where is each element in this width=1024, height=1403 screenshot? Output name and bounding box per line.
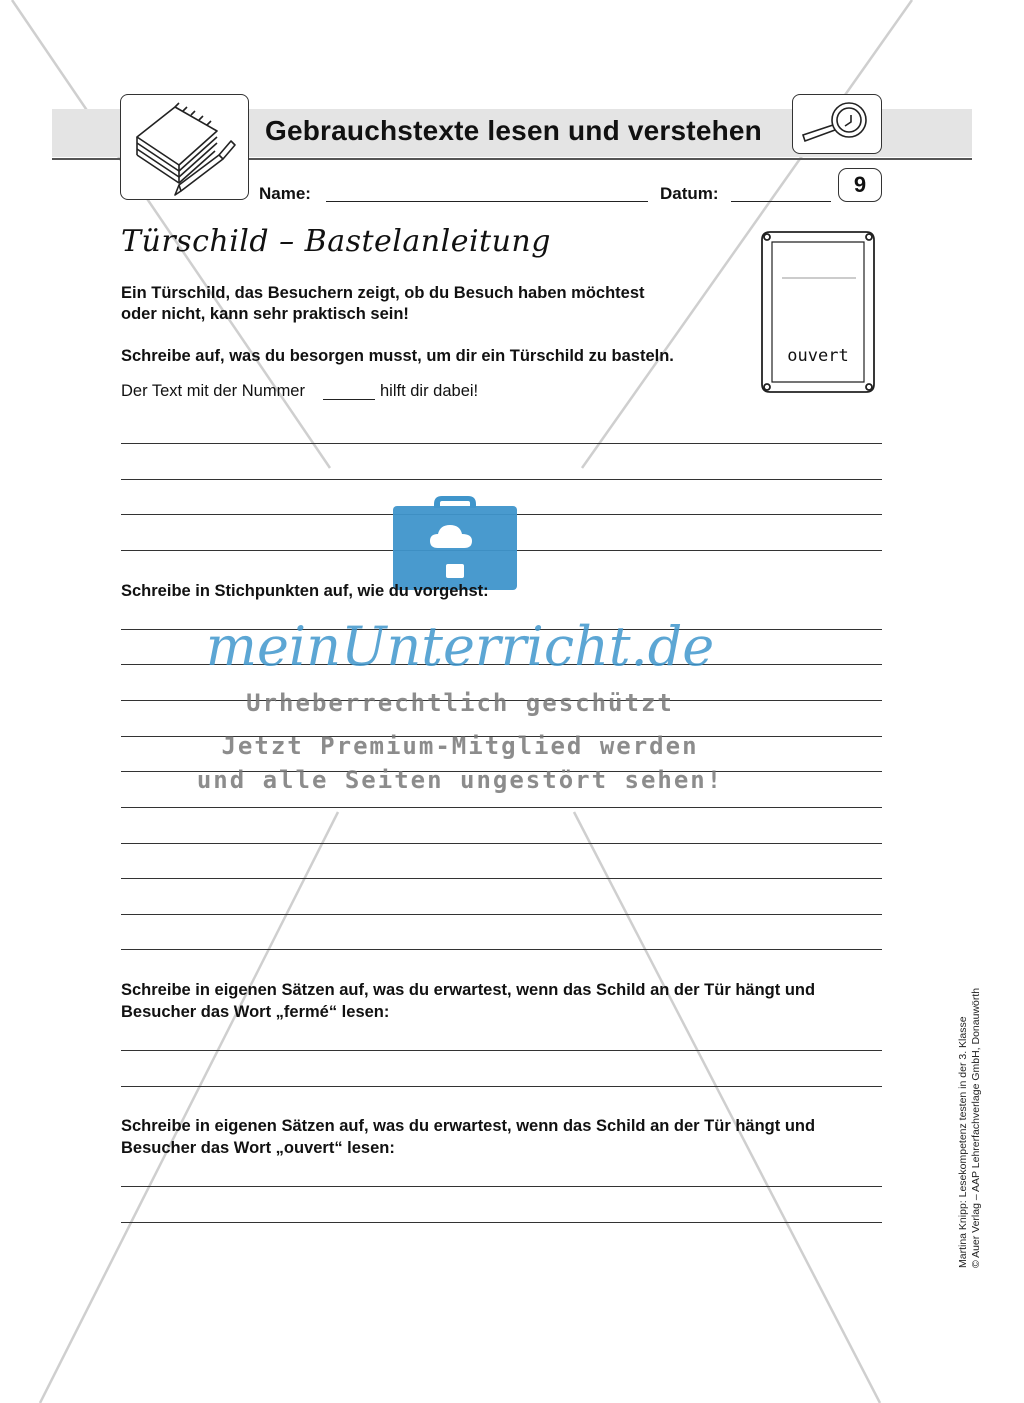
intro-line-2: oder nicht, kann sehr praktisch sein! [121, 305, 409, 323]
writing-line[interactable] [121, 807, 882, 808]
task3-line-2: Besucher das Wort „fermé“ lesen: [121, 1003, 390, 1021]
writing-line[interactable] [121, 1050, 882, 1051]
task1-prompt: Schreibe auf, was du besorgen musst, um dir ein Türschild zu basteln. [121, 347, 674, 365]
writing-line[interactable] [121, 878, 882, 879]
task3-line-1: Schreibe in eigenen Sätzen auf, was du erwartest, wenn das Schild an der Tür hängt und [121, 981, 816, 999]
name-label: Name: [259, 184, 311, 203]
watermark-premium-line-2: und alle Seiten ungestört sehen! [196, 766, 724, 794]
task4-line-2: Besucher das Wort „ouvert“ lesen: [121, 1139, 395, 1157]
task1-hint-end: hilft dir dabei! [380, 382, 479, 400]
notepad-icon-box [120, 94, 249, 200]
task1-hint-start: Der Text mit der Nummer [121, 382, 305, 400]
page-title: Gebrauchstexte lesen und verstehen [265, 115, 762, 146]
date-label: Datum: [660, 184, 719, 203]
date-field[interactable] [731, 201, 831, 202]
intro-line-1: Ein Türschild, das Besuchern zeigt, ob du Besuch haben möchtest [121, 284, 645, 302]
briefcase-cloud-icon [390, 492, 520, 594]
magnifier-icon-box [792, 94, 882, 154]
writing-line[interactable] [121, 443, 882, 444]
writing-line[interactable] [121, 1222, 882, 1223]
watermark-copyright: Urheberrechtlich geschützt [246, 689, 674, 717]
task2-prompt: Schreibe in Stichpunkten auf, wie du vorgehst: [121, 582, 489, 600]
writing-line[interactable] [121, 1086, 882, 1087]
writing-line[interactable] [121, 949, 882, 950]
publisher-credit [957, 938, 983, 1268]
text-number-blank[interactable] [323, 399, 375, 400]
watermark-logo: meinUnterricht.de [205, 615, 715, 678]
section-title: Türschild – Bastelanleitung [121, 224, 551, 259]
credit-line-1: Martina Knipp: Lesekompetenz testen in der 3. Klasse [957, 1016, 969, 1268]
door-sign-word: ouvert [787, 346, 849, 366]
task4-line-1: Schreibe in eigenen Sätzen auf, was du erwartest, wenn das Schild an der Tür hängt und [121, 1117, 816, 1135]
writing-line[interactable] [121, 1186, 882, 1187]
credit-line-2: © Auer Verlag – AAP Lehrerfachverlage GmbH, Donauwörth [970, 987, 982, 1268]
writing-line[interactable] [121, 843, 882, 844]
door-sign-illustration [758, 228, 878, 398]
notepad-pencil-icon [121, 95, 248, 199]
watermark-premium-line-1: Jetzt Premium-Mitglied werden [221, 732, 699, 760]
writing-line[interactable] [121, 914, 882, 915]
name-field[interactable] [326, 201, 648, 202]
writing-line[interactable] [121, 479, 882, 480]
page-number-badge: 9 [838, 168, 882, 202]
magnifier-icon [793, 95, 881, 153]
